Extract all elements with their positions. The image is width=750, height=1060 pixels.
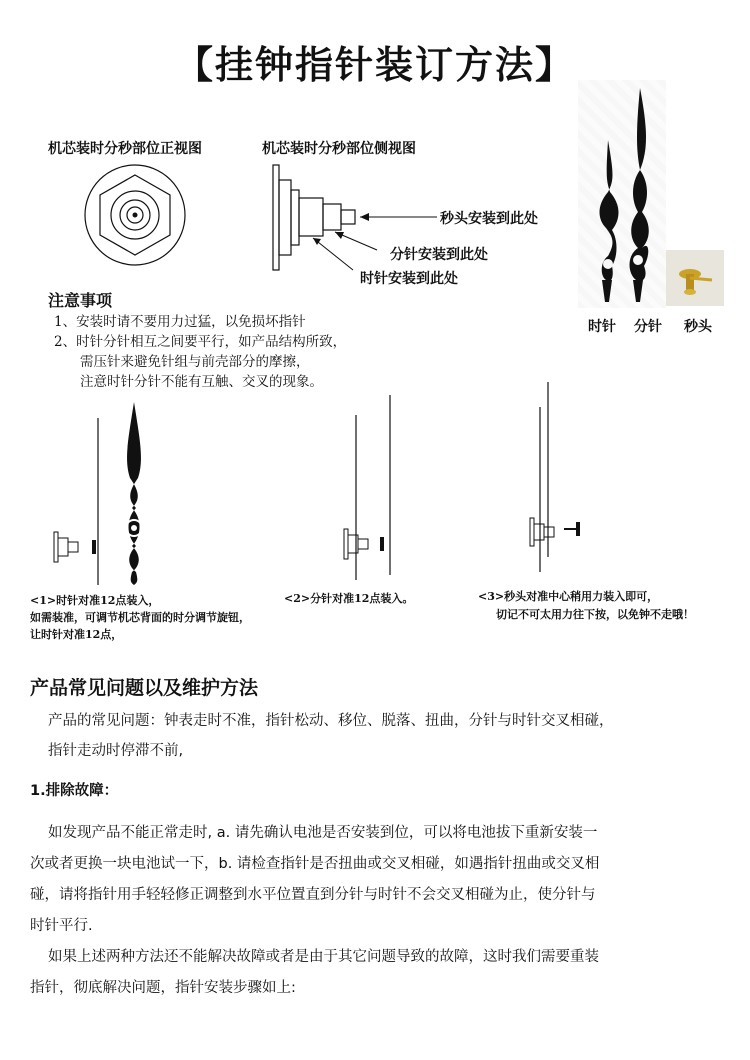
notes-heading: 注意事项 [48,291,113,310]
step-1-line-1: <1>时针对准12点装入， [30,594,160,607]
faq-para-2-line-2: 指针，彻底解决问题，指针安装步骤如上: [30,980,296,996]
faq-intro-line-1: 产品的常见问题：钟表走时不准，指针松动、移位、脱落、扭曲，分针与时针交叉相碰， [48,713,614,729]
step-3-diagram [520,382,600,582]
step-1-diagram [40,400,180,585]
front-view-caption: 机芯装时分秒部位正视图 [48,141,202,157]
minute-hand-icon [630,88,649,281]
faq-intro-line-2: 指针走动时停滞不前, [48,743,184,759]
step-2-diagram [330,395,410,585]
faq-para-1-line-2: 次或者更换一块电池试一下，b. 请检查指针是否扭曲或交叉相碰，如遇指针扭曲或交叉相 [30,856,600,872]
faq-para-1-line-1: 如发现产品不能正常走时, a. 请先确认电池是否安装到位，可以将电池拔下重新安装一 [48,825,598,841]
label-minute-position: 分针安装到此处 [390,247,488,263]
faq-section-1-heading: 1.排除故障： [30,783,119,799]
front-view-diagram [80,160,190,270]
second-knob-photo [666,250,724,306]
faq-para-1-line-3: 碰，请将指针用手轻轻修正调整到水平位置直到分针与时针不会交叉相碰为止，使分针与 [30,887,596,903]
label-hour-position: 时针安装到此处 [360,271,458,287]
label-second-position: 秒头安装到此处 [440,211,538,227]
step-3-line-1: <3>秒头对准中心稍用力装入即可， [478,590,659,603]
note-item-2-line-2: 需压针来避免针组与前壳部分的摩擦， [80,354,310,370]
hour-hand-label: 时针 [588,319,616,335]
note-item-1: 1、安装时请不要用力过猛，以免损坏指针 [54,314,306,330]
faq-heading: 产品常见问题以及维护方法 [30,677,259,699]
step-1-line-3: 让时针对准12点， [30,628,123,641]
faq-para-1-line-4: 时针平行. [30,918,93,934]
second-knob-label: 秒头 [684,319,712,335]
note-item-2-line-3: 注意时针分针不能有互触、交叉的现象。 [80,374,323,390]
note-item-2-line-1: 2、时针分针相互之间要平行，如产品结构所致， [54,334,347,350]
step-2-text: <2>分针对准12点装入。 [284,592,414,605]
side-view-caption: 机芯装时分秒部位侧视图 [262,141,416,157]
minute-hand-label: 分针 [634,319,662,335]
step-1-line-2: 如需装准，可调节机芯背面的时分调节旋钮， [30,611,250,624]
hands-photo [578,80,666,308]
faq-para-2-line-1: 如果上述两种方法还不能解决故障或者是由于其它问题导致的故障，这时我们需要重装 [48,949,599,965]
page-title: 【挂钟指针装订方法】 [174,42,575,87]
step-3-line-2: 切记不可太用力往下按，以免钟不走哦！ [496,608,694,621]
